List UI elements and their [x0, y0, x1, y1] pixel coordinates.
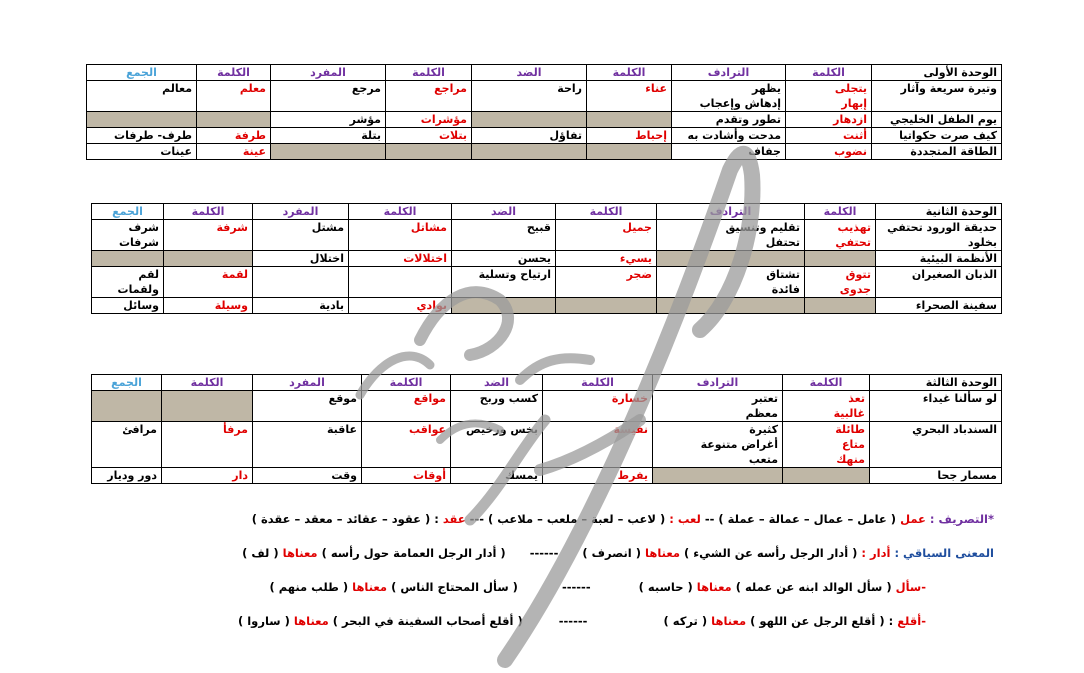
table-cell: ارتياح وتسلية [452, 267, 556, 298]
aqd-list: : ( عقود – عقائد – معقد – عقدة ) [251, 512, 439, 526]
separator: ------ [529, 546, 559, 560]
table-cell: لقمة [164, 267, 253, 298]
table-cell [587, 112, 672, 128]
table-cell [164, 251, 253, 267]
lesson-title: الأنظمة البيئية [876, 251, 1002, 267]
table-cell [653, 468, 783, 484]
table-cell: خسارة [543, 391, 653, 422]
table-cell: راحة [472, 81, 587, 112]
table-cell: مراجع [386, 81, 472, 112]
table-cell: مواقع [362, 391, 451, 422]
table-cell [92, 391, 162, 422]
table-cell: تشتاق فائدة [657, 267, 805, 298]
lesson-title: الطاقة المتجددة [872, 144, 1002, 160]
table-cell: وسائل [92, 298, 164, 314]
unit-three-table [91, 374, 1002, 484]
meaning: ( ساروا ) [237, 614, 290, 628]
table-cell: عينات [87, 144, 197, 160]
unit-two-table [91, 203, 1002, 314]
column-header: الكلمة [805, 204, 876, 220]
table-cell: عناء [587, 81, 672, 112]
table-row [87, 128, 1002, 144]
table-cell [472, 144, 587, 160]
table-row [92, 391, 1002, 422]
table-cell: يحسن [452, 251, 556, 267]
table-cell: يظهر إدهاش وإعجاب [672, 81, 786, 112]
lesson-title: السندباد البحري [870, 422, 1002, 468]
table-cell: تتوق جدوى [805, 267, 876, 298]
table-cell: مؤشر [271, 112, 386, 128]
table-cell: كثيرة أغراض متنوعة متعب [653, 422, 783, 468]
table-cell [556, 298, 657, 314]
lesson-title: سفينة الصحراء [876, 298, 1002, 314]
table-cell [92, 251, 164, 267]
table-cell: معلم [197, 81, 271, 112]
column-header: الكلمة [349, 204, 452, 220]
column-header: الكلمة [786, 65, 872, 81]
table-cell: قبيح [452, 220, 556, 251]
table-cell: لقم ولقمات [92, 267, 164, 298]
column-header: الكلمة [543, 375, 653, 391]
table-cell: تقليم وتنسيق تحتفل [657, 220, 805, 251]
table-cell: طرفة [197, 128, 271, 144]
lesson-title: حديقة الورود تحتفي بخلود [876, 220, 1002, 251]
table-cell: بخس ورخيص [451, 422, 543, 468]
table-cell [87, 112, 197, 128]
column-header: الكلمة [362, 375, 451, 391]
table-cell: جميل [556, 220, 657, 251]
meaning: ( طلب منهم ) [269, 580, 349, 594]
table-row [92, 298, 1002, 314]
meaning: ( انصرف ) [582, 546, 642, 560]
aqd-word: عقد [442, 512, 466, 526]
saala-word: -سأل [895, 580, 926, 594]
column-header: الكلمة [197, 65, 271, 81]
table-cell [805, 298, 876, 314]
table-cell [783, 468, 870, 484]
lesson-title: مسمار جحا [870, 468, 1002, 484]
table-cell: موقع [253, 391, 362, 422]
table-cell: مرافئ [92, 422, 162, 468]
lesson-title: وتيرة سريعة وآثار [872, 81, 1002, 112]
table-row [92, 422, 1002, 468]
table-cell [253, 267, 349, 298]
maanaha-label: معناها [352, 580, 388, 594]
separator: -- [704, 512, 715, 526]
maanaha-label: معناها [293, 614, 329, 628]
column-header: الضد [452, 204, 556, 220]
table-cell [197, 112, 271, 128]
tasrif-line [252, 512, 994, 526]
table-cell: أوقات [362, 468, 451, 484]
meaning-label: المعنى السياقي : [894, 546, 994, 560]
table-cell [271, 144, 386, 160]
sentence: ( أدار الرجل رأسه عن الشيء ) [683, 546, 858, 560]
column-header: الكلمة [556, 204, 657, 220]
table-cell: تعتبر معظم [653, 391, 783, 422]
sentence: ( أقلع أصحاب السفينة في البحر ) [332, 614, 523, 628]
table-cell: دار [162, 468, 253, 484]
table-header-row [92, 204, 1002, 220]
lesson-title: لو سألنا غيداء [870, 391, 1002, 422]
column-header: الترادف [653, 375, 783, 391]
meaning: ( لف ) [242, 546, 279, 560]
laab-word: لعب : [669, 512, 701, 526]
separator: ------ [558, 614, 588, 628]
table-cell: أثنت [786, 128, 872, 144]
column-header: الوحدة الثانية [876, 204, 1002, 220]
column-header: الجمع [87, 65, 197, 81]
table-cell: ضجر [556, 267, 657, 298]
maanaha-label: معناها [645, 546, 680, 560]
table-cell: مشتل [253, 220, 349, 251]
table-cell [587, 144, 672, 160]
meaning: ( تركه ) [663, 614, 708, 628]
table-row [87, 112, 1002, 128]
table-cell [805, 251, 876, 267]
column-header: الضد [451, 375, 543, 391]
table-cell [386, 144, 472, 160]
table-row [92, 220, 1002, 251]
meaning: ( حاسبه ) [638, 580, 693, 594]
table-cell [452, 298, 556, 314]
table-cell: تهذيب تحتفي [805, 220, 876, 251]
table-cell [349, 267, 452, 298]
table-cell: مدحت وأشادت به [672, 128, 786, 144]
amal-word: عمل [900, 512, 926, 526]
table-cell: نفيسة [543, 422, 653, 468]
table-cell: تطور وتقدم [672, 112, 786, 128]
table-cell: كسب وربح [451, 391, 543, 422]
table-cell: اختلال [253, 251, 349, 267]
column-header: الترادف [657, 204, 805, 220]
table-cell: طائلة متاع منهك [783, 422, 870, 468]
table-cell [657, 298, 805, 314]
table-cell [162, 391, 253, 422]
adara-word: أدار : [861, 546, 891, 560]
column-header: المفرد [253, 375, 362, 391]
table-cell: يفرط [543, 468, 653, 484]
column-header: الجمع [92, 204, 164, 220]
table-header-row [87, 65, 1002, 81]
table-cell: وقت [253, 468, 362, 484]
table-row [92, 468, 1002, 484]
meaning-line-3 [238, 614, 926, 628]
table-cell [472, 112, 587, 128]
table-cell [657, 251, 805, 267]
table-cell: وسيلة [164, 298, 253, 314]
tasrif-label: *التصريف : [929, 512, 994, 526]
table-cell: يمسك [451, 468, 543, 484]
table-cell: إحباط [587, 128, 672, 144]
column-header: الضد [472, 65, 587, 81]
table-cell: معالم [87, 81, 197, 112]
table-cell: يسيء [556, 251, 657, 267]
table-cell: شرف شرفات [92, 220, 164, 251]
table-cell: عواقب [362, 422, 451, 468]
amal-list: ( عامل – عمال – عمالة – عملة ) [718, 512, 897, 526]
lesson-title: كيف صرت حكواتيا [872, 128, 1002, 144]
column-header: الكلمة [783, 375, 870, 391]
table-cell: اختلالات [349, 251, 452, 267]
meaning-line-1 [242, 546, 994, 560]
sentence: ( أدار الرجل العمامة حول رأسه ) [321, 546, 506, 560]
table-cell: بادية [253, 298, 349, 314]
table-cell: بتلة [271, 128, 386, 144]
sentence: ( سأل الوالد ابنه عن عمله ) [735, 580, 892, 594]
table-cell: مؤشرات [386, 112, 472, 128]
table-cell: دور وديار [92, 468, 162, 484]
table-cell: مشاتل [349, 220, 452, 251]
unit-one-table [86, 64, 1002, 160]
maanaha-label: معناها [282, 546, 318, 560]
table-cell: بوادي [349, 298, 452, 314]
column-header: الوحدة الأولى [872, 65, 1002, 81]
table-cell: عينة [197, 144, 271, 160]
table-cell: مرجع [271, 81, 386, 112]
lesson-title: الذبان الصغيران [876, 267, 1002, 298]
meaning-line-2 [269, 580, 926, 594]
table-cell: تعذ غالبية [783, 391, 870, 422]
table-cell: يتجلى إبهار [786, 81, 872, 112]
table-cell: ازدهار [786, 112, 872, 128]
aqlaa-word: -أقلع [897, 614, 926, 628]
maanaha-label: معناها [711, 614, 747, 628]
table-row [92, 267, 1002, 298]
column-header: المفرد [253, 204, 349, 220]
table-cell: عاقبة [253, 422, 362, 468]
table-cell: تفاؤل [472, 128, 587, 144]
table-row [87, 144, 1002, 160]
table-cell: طرف- طرفات [87, 128, 197, 144]
maanaha-label: معناها [696, 580, 732, 594]
separator: --- [469, 512, 484, 526]
table-row [92, 251, 1002, 267]
lesson-title: يوم الطفل الخليجي [872, 112, 1002, 128]
laab-list: ( لاعب – لعبة – ملعب – ملاعب ) [488, 512, 666, 526]
column-header: المفرد [271, 65, 386, 81]
table-cell: بتلات [386, 128, 472, 144]
table-cell: شرفة [164, 220, 253, 251]
table-cell: نضوب [786, 144, 872, 160]
column-header: الجمع [92, 375, 162, 391]
column-header: الكلمة [162, 375, 253, 391]
sentence: : ( أقلع الرجل عن اللهو ) [750, 614, 894, 628]
column-header: الكلمة [386, 65, 472, 81]
sentence: ( سأل المحتاج الناس ) [391, 580, 518, 594]
column-header: الكلمة [164, 204, 253, 220]
table-header-row [92, 375, 1002, 391]
column-header: الترادف [672, 65, 786, 81]
table-cell: جفاف [672, 144, 786, 160]
table-cell: مرفأ [162, 422, 253, 468]
table-row [87, 81, 1002, 112]
column-header: الكلمة [587, 65, 672, 81]
separator: ------ [561, 580, 591, 594]
column-header: الوحدة الثالثة [870, 375, 1002, 391]
